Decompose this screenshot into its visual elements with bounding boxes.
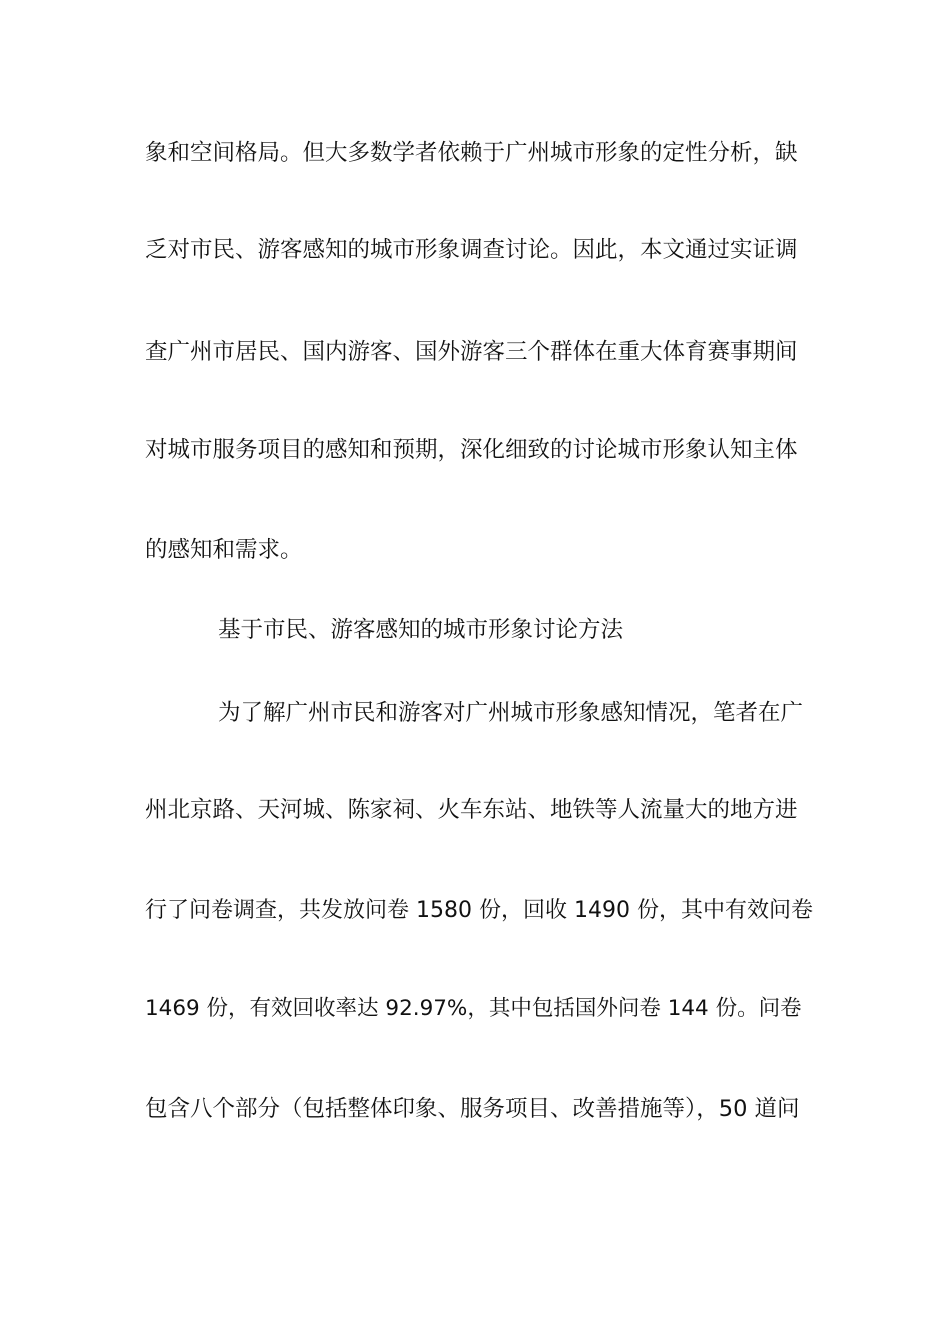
body-text-line: 象和空间格局。但大多数学者依赖于广州城市形象的定性分析，缺 <box>145 140 798 166</box>
body-text-line: 州北京路、天河城、陈家祠、火车东站、地铁等人流量大的地方进 <box>145 797 798 823</box>
body-text-line: 的感知和需求。 <box>145 537 303 563</box>
body-text-line: 1469 份，有效回收率达 92.97%，其中包括国外问卷 144 份。问卷 <box>145 996 802 1021</box>
body-text-line: 查广州市居民、国内游客、国外游客三个群体在重大体育赛事期间 <box>145 339 798 365</box>
body-text-line: 包含八个部分（包括整体印象、服务项目、改善措施等），50 道问 <box>145 1096 800 1122</box>
section-heading: 基于市民、游客感知的城市形象讨论方法 <box>218 617 624 643</box>
paragraph-first-line: 为了解广州市民和游客对广州城市形象感知情况，笔者在广 <box>218 700 804 726</box>
body-text-line: 乏对市民、游客感知的城市形象调查讨论。因此，本文通过实证调 <box>145 237 798 263</box>
body-text-line: 对城市服务项目的感知和预期，深化细致的讨论城市形象认知主体 <box>145 437 798 463</box>
body-text-line: 行了问卷调查，共发放问卷 1580 份，回收 1490 份，其中有效问卷 <box>145 898 813 923</box>
